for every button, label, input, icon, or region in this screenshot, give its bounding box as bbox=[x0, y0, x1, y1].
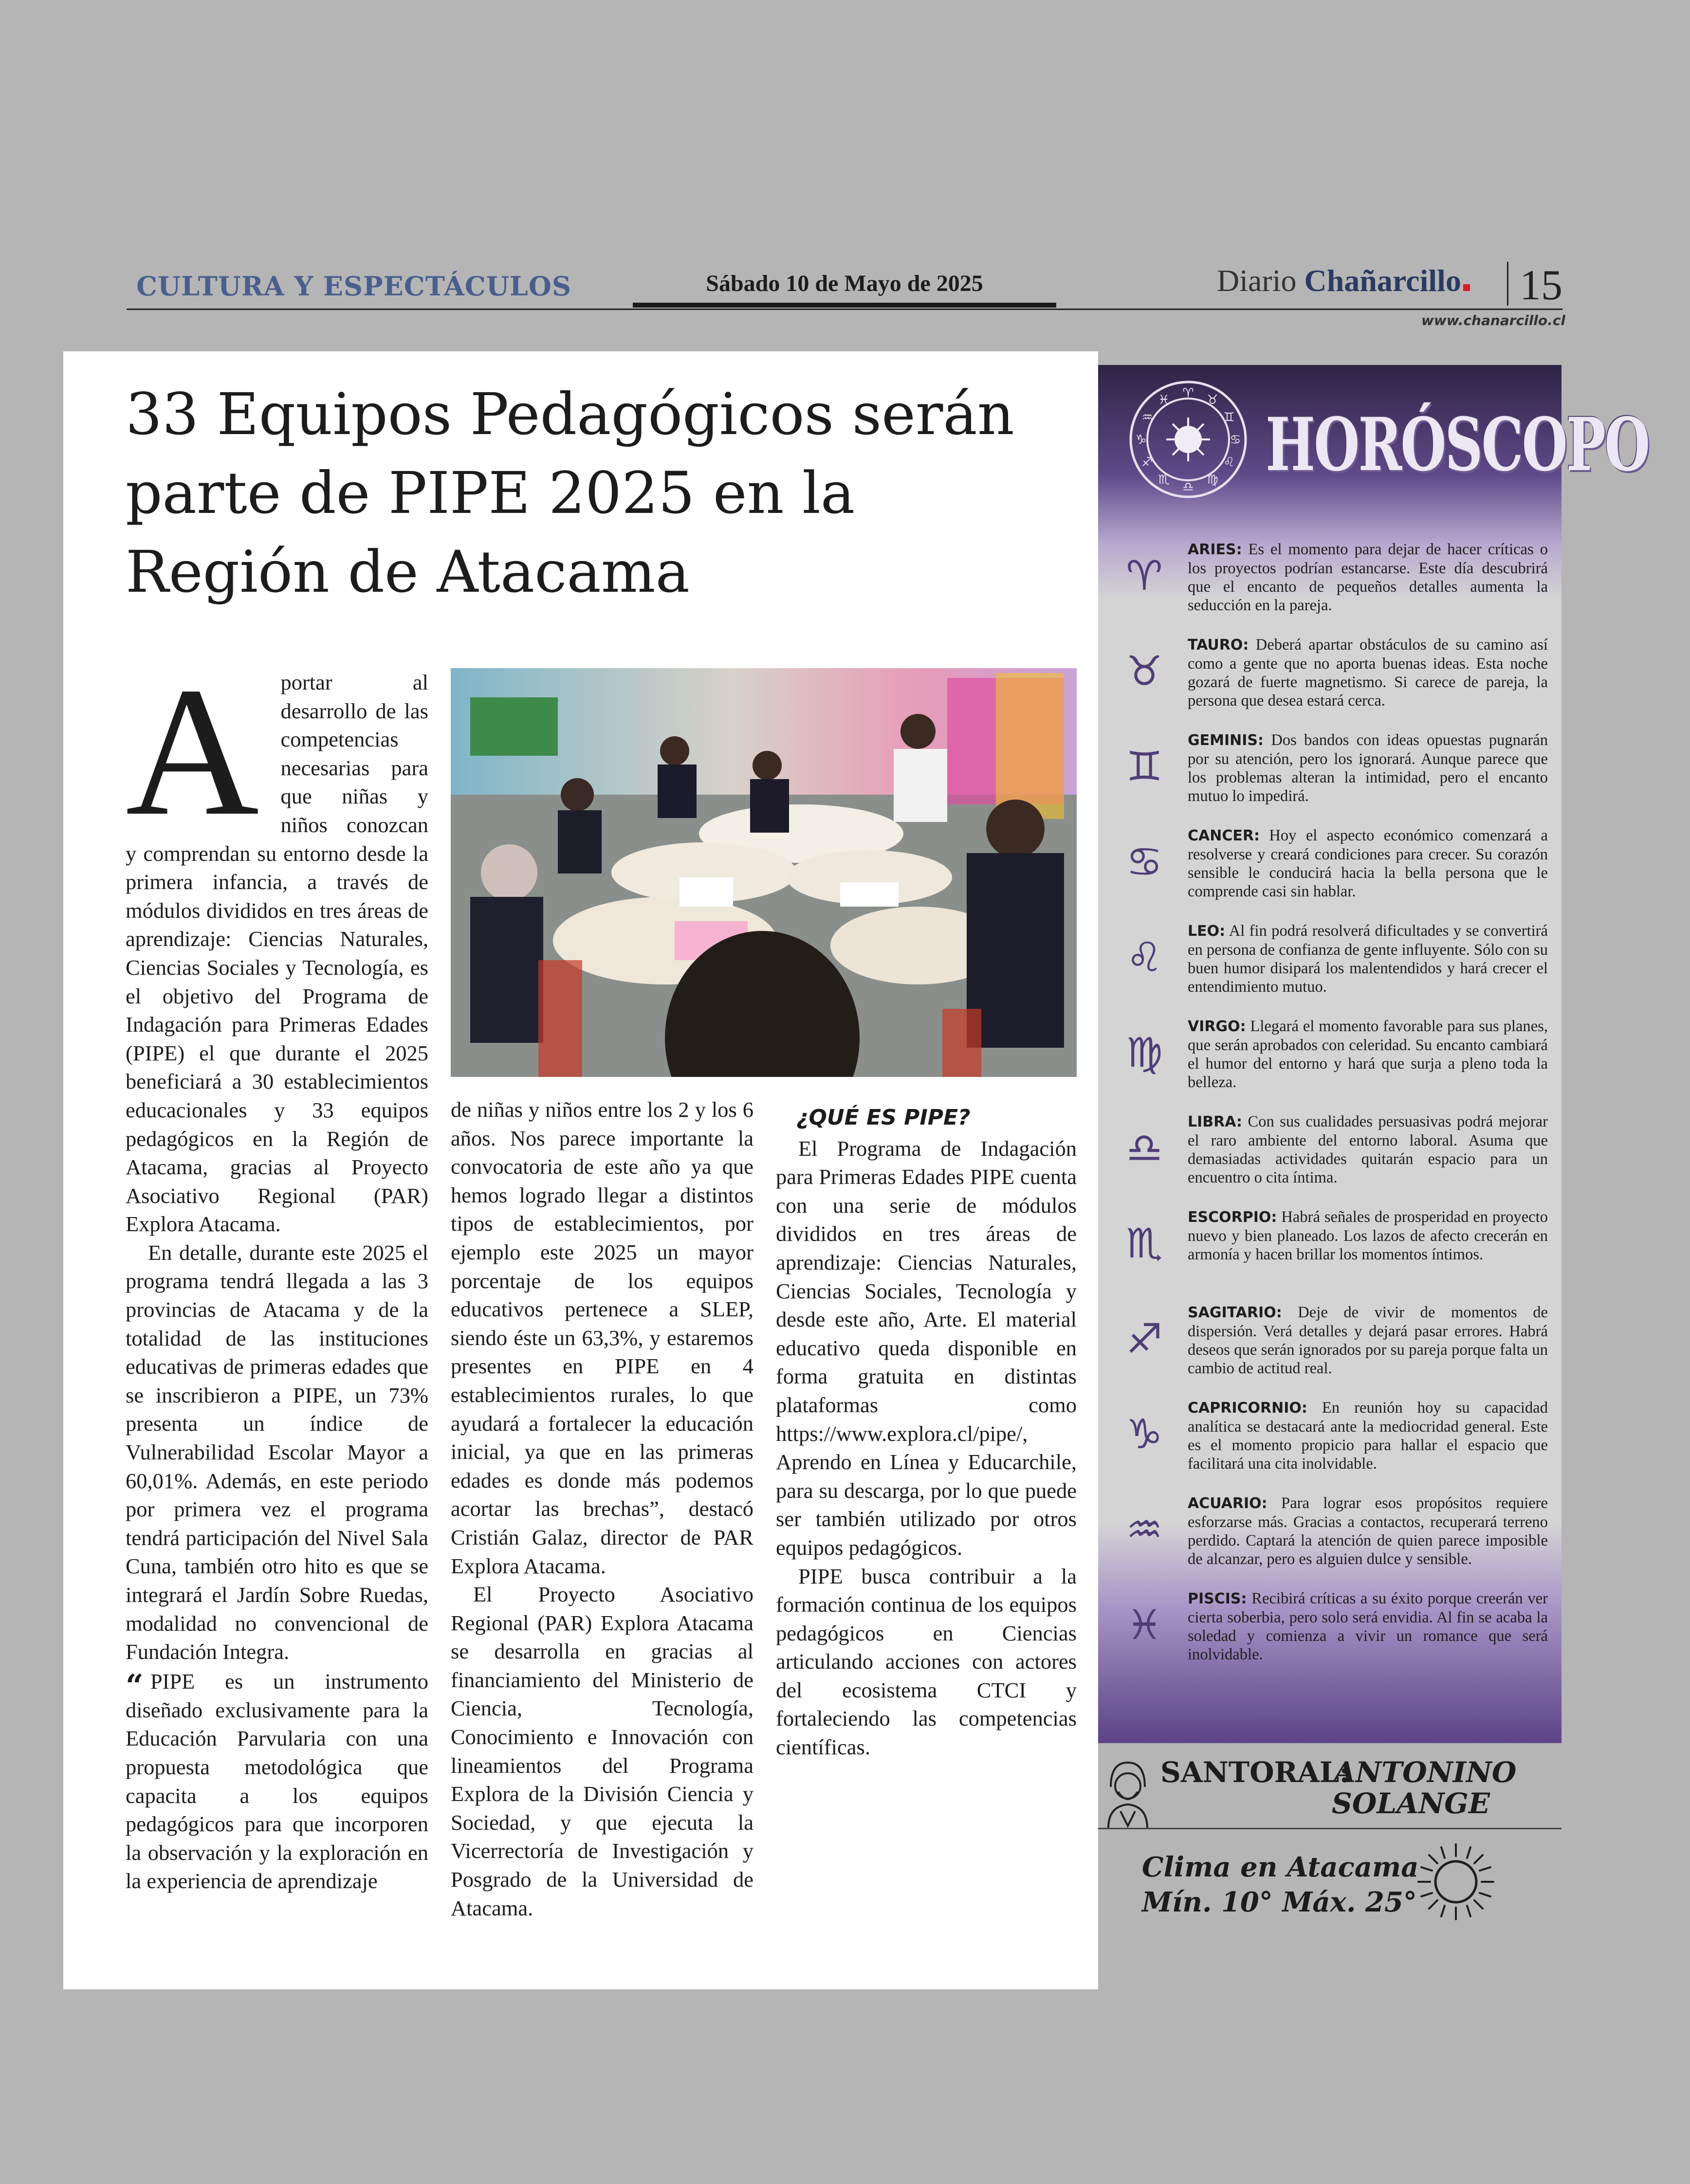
zodiac-tauro-icon bbox=[1118, 645, 1171, 699]
horoscope-entry bbox=[1188, 1494, 1548, 1568]
sign-name: TAURO: bbox=[1188, 637, 1249, 654]
horoscope-entry bbox=[1188, 636, 1548, 710]
paragraph-objetivo: PIPE busca contribuir a la formación continua de los equipos pedagógicos en Ciencias articulando acciones con actores del ecosistema CTCI y fortaleciendo las competencias científicas. bbox=[776, 1564, 1077, 1760]
horoscope-entry bbox=[1188, 1112, 1548, 1187]
sign-text: Hoy el aspecto económico comenzará a resolverse y creará condiciones para crecer. Su corazón sensible le conducirá hacia la bella persona que le comprende casi sin hablar. bbox=[1188, 827, 1548, 900]
horoscope-entry bbox=[1188, 826, 1548, 901]
article-column-2 bbox=[451, 1095, 753, 1922]
zodiac-cancer-icon bbox=[1118, 836, 1171, 890]
santoral-rule bbox=[1098, 1828, 1561, 1829]
newspaper-brand bbox=[1217, 263, 1470, 299]
svg-text:♊: ♊ bbox=[1223, 410, 1235, 425]
sign-name: ACUARIO: bbox=[1188, 1495, 1268, 1512]
page-number: 15 bbox=[1520, 262, 1562, 309]
zodiac-leo-icon bbox=[1118, 931, 1171, 985]
horoscope-entry bbox=[1188, 731, 1548, 805]
sign-name: ARIES: bbox=[1188, 541, 1242, 558]
saint-icon bbox=[1101, 1758, 1155, 1831]
paragraph-intro: portar al desarrollo de las competencias necesarias para que niñas y niños conozcan y comprendan su entorno desde la primera infancia, a través de módulos divididos en tres áreas de aprendizaje: Ciencias Naturales, Ciencias Sociales y Tecnología, es el objetivo del Programa de Indagación para Primeras Edades (PIPE) el que durante el 2025 beneficiará a 30 establecimientos educacionales y 33 equipos pedagógicos en la Región de Atacama, gracias al Proyecto Asociativo Regional (PAR) Explora Atacama. bbox=[126, 670, 428, 1237]
horoscope-entry bbox=[1188, 1303, 1548, 1378]
horoscope-entry bbox=[1188, 922, 1548, 996]
svg-text:♓: ♓ bbox=[1158, 393, 1170, 407]
zodiac-glyph: ♐ bbox=[1126, 1315, 1163, 1363]
article-column-1 bbox=[126, 649, 428, 1895]
sign-text: Deberá apartar obstáculos de su camino así como a gente que no aporta buenas ideas. Esta noche gozará de fuerte magnetismo. Si carece de pareja, la persona que desea estará cerca. bbox=[1188, 636, 1548, 710]
svg-text:♍: ♍ bbox=[1207, 473, 1218, 487]
svg-text:♎: ♎ bbox=[1182, 480, 1194, 494]
zodiac-piscis-icon bbox=[1118, 1599, 1171, 1653]
clima-title: Clima en Atacama bbox=[1142, 1851, 1419, 1883]
sign-text: Dos bandos con ideas opuestas pugnarán por su atención, pero los ignorará. Aunque parece que los problemas alteran la intimidad, pero el encanto mutuo lo impedirá. bbox=[1188, 731, 1548, 805]
zodiac-glyph: ♑ bbox=[1126, 1410, 1163, 1458]
zodiac-glyph: ♎ bbox=[1126, 1124, 1163, 1172]
sign-text: Al fin podrá resolverá dificultades y se convertirá en persona de confianza de gente influyente. Sólo con su buen humor disipará los malentendidos y hará crecer el entendimiento mutuo. bbox=[1188, 922, 1548, 996]
subhead-que-es-pipe: ¿QUÉ ES PIPE? bbox=[796, 1105, 971, 1130]
paragraph-par-explora: El Proyecto Asociativo Regional (PAR) Explora Atacama se desarrolla en gracias al financiamiento del Ministerio de Ciencia, Tecnología, Conocimiento e Innovación con lineamientos del Programa Explora de la División Ciencia y Sociedad, y que ejecuta la Vicerrectoría de Investigación y Posgrado de la Universidad de Atacama. bbox=[451, 1582, 753, 1920]
date-rule bbox=[633, 303, 1056, 308]
zodiac-sagitario-icon bbox=[1118, 1313, 1171, 1366]
zodiac-acuario-icon bbox=[1118, 1504, 1171, 1557]
sign-name: ESCORPIO: bbox=[1188, 1209, 1277, 1226]
sign-text: Deje de vivir de momentos de dispersión. Verá detalles y dejará pasar errores. Habrá deseos que serán ignorados por su pareja porque falta un cambio de actitud real. bbox=[1188, 1304, 1548, 1377]
svg-text:♑: ♑ bbox=[1135, 433, 1147, 447]
clima-temperatures: Mín. 10° Máx. 25° bbox=[1142, 1886, 1417, 1918]
paragraph-quote: PIPE es un instrumento diseñado exclusivamente para la Educación Parvularia con una propuesta metodológica que capacita a los equipos pedagógicos para que incorporen la observación y la exploración en la experiencia de aprendizaje bbox=[126, 1669, 428, 1893]
sign-text: Con sus cualidades persuasivas podrá mejorar el raro ambiente del entorno laboral. Asuma que demasiadas actividades quitarán espacio para un encuentro o cita íntima. bbox=[1188, 1113, 1548, 1186]
horoscope-entry bbox=[1188, 540, 1548, 615]
paragraph-programa: El Programa de Indagación para Primeras Edades PIPE cuenta con una serie de módulos divididos en tres áreas de aprendizaje: Ciencias Naturales, Ciencias Sociales, Tecnología y desde este año, Arte. El material educativo queda disponible en forma gratuita en distintas plataformas como https://www.explora.cl/pipe/, Aprendo en Línea y Educarchile, para su descarga, por lo que puede ser también utilizado por otros equipos pedagógicos. bbox=[776, 1136, 1077, 1560]
quote-mark-icon: “ bbox=[126, 1667, 144, 1704]
zodiac-wheel-icon bbox=[1127, 379, 1249, 500]
sign-name: LIBRA: bbox=[1188, 1113, 1243, 1130]
brand-dot-icon bbox=[1463, 284, 1470, 291]
zodiac-geminis-icon bbox=[1118, 741, 1171, 794]
horoscope-entry bbox=[1188, 1017, 1548, 1092]
zodiac-glyph: ♊ bbox=[1126, 743, 1163, 790]
svg-text:♐: ♐ bbox=[1141, 455, 1153, 470]
santoral-name-2: SOLANGE bbox=[1332, 1787, 1490, 1820]
santoral-label: SANTORAL: bbox=[1160, 1756, 1350, 1789]
svg-text:♒: ♒ bbox=[1141, 410, 1153, 425]
zodiac-glyph: ♏ bbox=[1126, 1219, 1163, 1267]
zodiac-virgo-icon bbox=[1118, 1027, 1171, 1080]
sign-name: LEO: bbox=[1188, 923, 1226, 940]
sign-name: GEMINIS: bbox=[1188, 732, 1264, 749]
sign-name: SAGITARIO: bbox=[1188, 1304, 1282, 1321]
article-column-3 bbox=[776, 1104, 1077, 1762]
sign-name: VIRGO: bbox=[1188, 1018, 1246, 1035]
date-label: Sábado 10 de Mayo de 2025 bbox=[706, 271, 983, 296]
sign-name: CAPRICORNIO: bbox=[1188, 1400, 1307, 1417]
zodiac-libra-icon bbox=[1118, 1122, 1171, 1176]
zodiac-aries-icon bbox=[1118, 550, 1171, 603]
zodiac-glyph: ♌ bbox=[1126, 933, 1163, 981]
svg-text:♉: ♉ bbox=[1207, 393, 1218, 407]
classroom-photo bbox=[451, 668, 1077, 1077]
section-label: CULTURA Y ESPECTÁCULOS bbox=[136, 271, 571, 302]
horoscope-entry bbox=[1188, 1399, 1548, 1473]
svg-text:♏: ♏ bbox=[1158, 473, 1170, 487]
sign-text: En reunión hoy su capacidad analítica se destacará ante la mediocridad general. Este es el momento propicio para hallar el espacio que facilitará una cita inolvidable. bbox=[1188, 1399, 1548, 1473]
page-number-separator bbox=[1507, 262, 1508, 306]
sign-text: Llegará el momento favorable para sus planes, que serán aprobados con celeridad. Su encanto cambiará el humor del entorno y hará que surja a pleno toda la belleza. bbox=[1188, 1018, 1548, 1091]
brand-prefix: Diario bbox=[1217, 263, 1304, 298]
svg-text:♌: ♌ bbox=[1223, 455, 1235, 470]
sign-text: Es el momento para dejar de hacer críticas o los proyectos podrían estancarse. Este día descubrirá que el encanto de pequeños detalles aumenta la seducción en la pareja. bbox=[1188, 541, 1548, 614]
zodiac-glyph: ♈ bbox=[1126, 552, 1163, 600]
zodiac-glyph: ♓ bbox=[1126, 1601, 1163, 1649]
santoral-name-1: ANTONINO bbox=[1334, 1756, 1517, 1789]
sign-text: Recibirá críticas a su éxito porque creerán ver cierta soberbia, pero solo será envidia. Al fin se acaba la soledad y comienza a vivir un romance que será inolvidable. bbox=[1188, 1590, 1548, 1663]
horoscope-entry bbox=[1188, 1208, 1548, 1264]
zodiac-glyph: ♉ bbox=[1126, 647, 1163, 695]
header-rule bbox=[127, 309, 1562, 310]
horoscope-title: HORÓSCOPO bbox=[1266, 402, 1649, 488]
sign-text: Habrá señales de prosperidad en proyecto nuevo y bien planeado. Los lazos de afecto crecerán en armonía y hacen brillar los momentos íntimos. bbox=[1188, 1208, 1548, 1263]
sign-text: Para lograr esos propósitos requiere esforzarse más. Gracias a contactos, recuperará terreno perdido. Captará la atención de quien parece imposible de alcanzar, pero es alguien dulce y sensible. bbox=[1188, 1494, 1548, 1568]
brand-name: Chañarcillo bbox=[1304, 263, 1461, 298]
paragraph-detail: En detalle, durante este 2025 el programa tendrá llegada a las 3 provincias de Atacama y de la totalidad de las instituciones educativas de primeras edades que se inscribieron a PIPE, un 73% presenta un índice de Vulnerabilidad Escolar Mayor a 60,01%. Además, en este periodo por primera vez el programa tendrá participación del Nivel Sala Cuna, también otro hito es que se integrará el Jardín Sobre Ruedas, modalidad no convencional de Fundación Integra. bbox=[126, 1240, 428, 1664]
zodiac-capricornio-icon bbox=[1118, 1408, 1171, 1462]
sign-name: CANCER: bbox=[1188, 827, 1260, 844]
zodiac-glyph: ♍ bbox=[1126, 1029, 1163, 1076]
sun-icon bbox=[1414, 1840, 1497, 1923]
website-url: www.chanarcillo.cl bbox=[1421, 312, 1565, 328]
svg-text:♈: ♈ bbox=[1182, 386, 1194, 400]
drop-cap: A bbox=[126, 649, 259, 854]
horoscope-entry bbox=[1188, 1589, 1548, 1664]
zodiac-escorpio-icon bbox=[1118, 1218, 1171, 1271]
zodiac-glyph: ♒ bbox=[1126, 1506, 1163, 1553]
zodiac-glyph: ♋ bbox=[1126, 838, 1163, 886]
article-headline: 33 Equipos Pedagógicos serán parte de PIPE 2025 en la Región de Atacama bbox=[126, 381, 1014, 605]
paragraph-quote-continued: de niñas y niños entre los 2 y los 6 años. Nos parece importante la convocatoria de este año ya que hemos logrado llegar a distintos tipos de establecimientos, por ejemplo este 2025 un mayor porcentaje de los equipos educativos pertenece a SLEP, siendo éste un 63,3%, y estaremos presentes en PIPE en 4 establecimientos rurales, lo que ayudará a fortalecer la educación inicial, ya que en las primeras edades es donde más podemos acortar las brechas”, destacó Cristián Galaz, director de PAR Explora Atacama. bbox=[451, 1097, 753, 1578]
sign-name: PISCIS: bbox=[1188, 1590, 1247, 1607]
svg-text:♋: ♋ bbox=[1230, 433, 1241, 447]
